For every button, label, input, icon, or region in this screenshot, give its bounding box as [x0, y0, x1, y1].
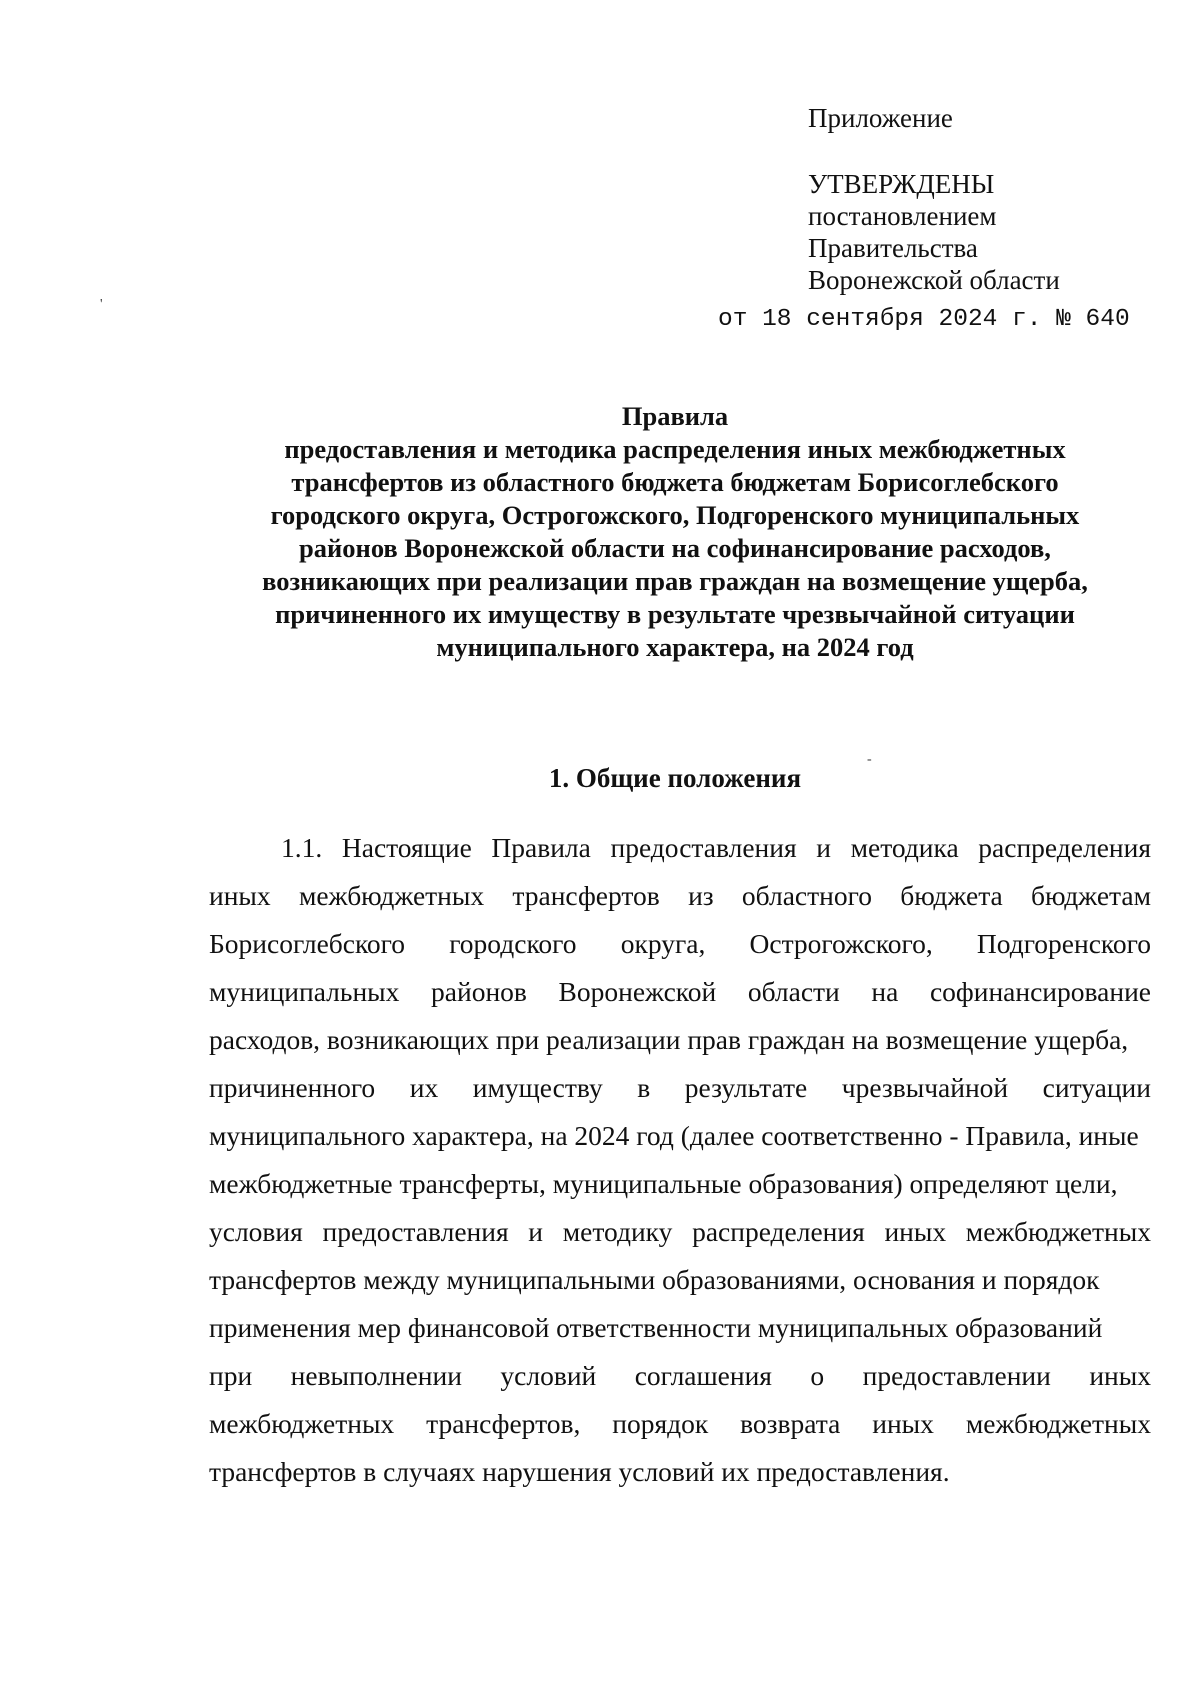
- title-line: муниципального характера, на 2024 год: [436, 632, 914, 662]
- paragraph-line: трансфертов между муниципальными образованиями, основания и порядок: [209, 1264, 1100, 1295]
- paragraph-line: муниципального характера, на 2024 год (далее соответственно - Правила, иные: [209, 1120, 1139, 1151]
- title-line: Правила: [621, 401, 729, 431]
- decree-reference: от 18 сентября 2024 г. № 640: [718, 306, 1130, 333]
- section-paragraph: [209, 824, 1151, 1496]
- paragraph-line: иных межбюджетных трансфертов из областного бюджета бюджетам: [209, 880, 1151, 911]
- paragraph-line: муниципальных районов Воронежской области на софинансирование: [209, 976, 1151, 1007]
- approval-stamp-block: [808, 102, 1168, 296]
- scan-mark: ': [100, 297, 103, 312]
- title-line: трансфертов из областного бюджета бюджетам Борисоглебского: [291, 467, 1059, 497]
- title-line: городского округа, Острогожского, Подгоренского муниципальных: [270, 500, 1080, 530]
- title-line: предоставления и методика распределения иных межбюджетных: [284, 434, 1066, 464]
- paragraph-line: расходов, возникающих при реализации прав граждан на возмещение ущерба,: [209, 1024, 1129, 1055]
- annex-label: Приложение: [808, 103, 953, 133]
- approved-by-line: Правительства: [808, 233, 978, 263]
- title-line: причиненного их имуществу в результате чрезвычайной ситуации: [275, 599, 1075, 629]
- section-heading: 1. Общие положения: [548, 763, 802, 793]
- scan-mark: -: [867, 752, 872, 767]
- paragraph-line: при невыполнении условий соглашения о предоставлении иных: [209, 1360, 1151, 1391]
- approved-by-line: постановлением: [808, 201, 997, 231]
- paragraph-line: причиненного их имуществу в результате чрезвычайной ситуации: [209, 1072, 1151, 1103]
- paragraph-line: условия предоставления и методику распределения иных межбюджетных: [209, 1216, 1151, 1247]
- paragraph-line: применения мер финансовой ответственности муниципальных образований: [209, 1312, 1103, 1343]
- approved-by-line: Воронежской области: [808, 265, 1060, 295]
- paragraph-line: трансфертов в случаях нарушения условий их предоставления.: [209, 1456, 950, 1487]
- title-line: возникающих при реализации прав граждан на возмещение ущерба,: [262, 566, 1088, 596]
- paragraph-line: Борисоглебского городского округа, Острогожского, Подгоренского: [209, 928, 1151, 959]
- paragraph-line: межбюджетные трансферты, муниципальные образования) определяют цели,: [209, 1168, 1118, 1199]
- document-title: [150, 400, 1200, 664]
- approved-label: УТВЕРЖДЕНЫ: [808, 169, 995, 199]
- paragraph-line: 1.1. Настоящие Правила предоставления и методика распределения: [281, 832, 1151, 863]
- title-line: районов Воронежской области на софинансирование расходов,: [299, 533, 1051, 563]
- paragraph-line: межбюджетных трансфертов, порядок возврата иных межбюджетных: [209, 1408, 1151, 1439]
